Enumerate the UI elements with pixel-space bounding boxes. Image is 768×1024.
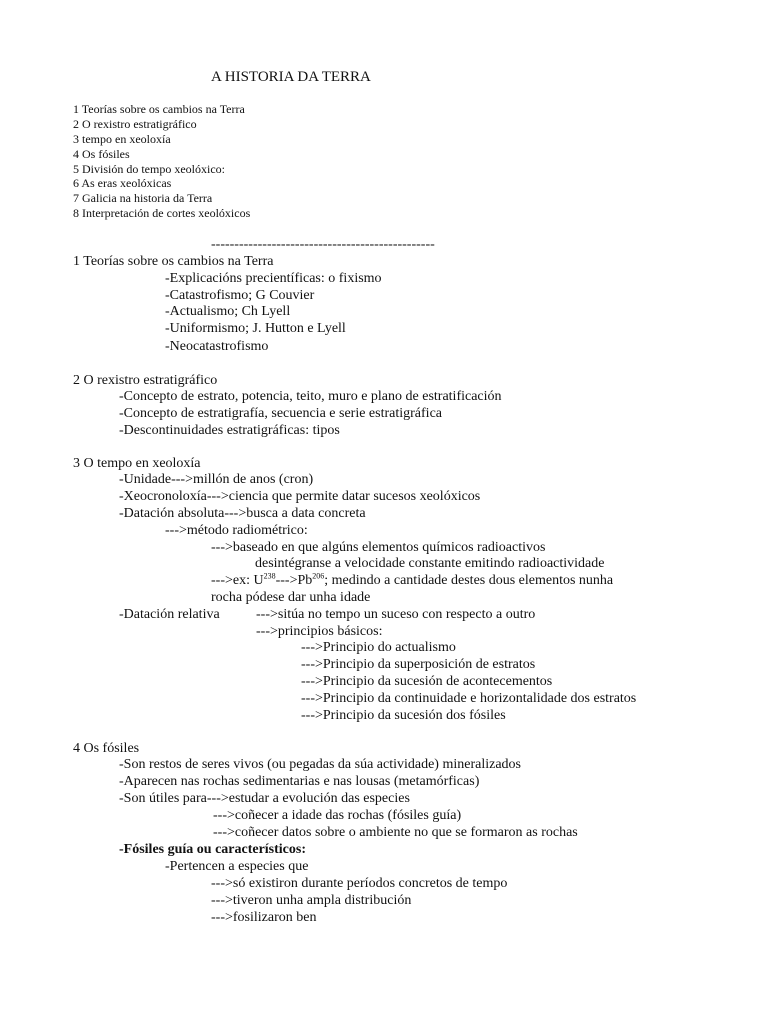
list-item: --->coñecer a idade das rochas (fósiles guía) (213, 808, 462, 823)
list-item: --->tiveron unha ampla distribución (211, 893, 412, 908)
list-item: -Son útiles para--->estudar a evolución das especies (119, 791, 410, 806)
list-item (211, 571, 614, 588)
isotope-superscript: 238 (263, 571, 276, 581)
list-item: --->Principio da superposición de estratos (301, 657, 536, 672)
list-item: -Uniformismo; J. Hutton e Lyell (165, 321, 346, 336)
list-item: -Neocatastrofismo (165, 339, 269, 354)
example-middle: --->Pb (275, 573, 313, 588)
subsection-heading: -Fósiles guía ou característicos: (119, 842, 307, 857)
section-heading: 1 Teorías sobre os cambios na Terra (73, 254, 274, 269)
list-item: --->coñecer datos sobre o ambiente no que se formaron as rochas (213, 825, 578, 840)
list-item: -Descontinuidades estratigráficas: tipos (119, 423, 340, 438)
list-item: -Actualismo; Ch Lyell (165, 304, 291, 319)
page-title: A HISTORIA DA TERRA (211, 69, 371, 85)
toc-item: 6 As eras xeolóxicas (73, 176, 172, 190)
toc-item: 5 División do tempo xeolóxico: (73, 162, 225, 176)
list-item: desintégranse a velocidade constante emitindo radioactividade (255, 556, 605, 571)
toc-item: 4 Os fósiles (73, 147, 130, 161)
list-item: -Concepto de estrato, potencia, teito, muro e plano de estratificación (119, 389, 502, 404)
isotope-superscript: 206 (312, 571, 325, 581)
list-item: rocha pódese dar unha idade (211, 590, 371, 605)
toc-item: 8 Interpretación de cortes xeolóxicos (73, 206, 251, 220)
list-item: --->fosilizaron ben (211, 910, 317, 925)
list-item: -Explicacións precientíficas: o fixismo (165, 271, 382, 286)
toc-item: 1 Teorías sobre os cambios na Terra (73, 102, 245, 116)
list-item: -Datación absoluta--->busca a data concreta (119, 506, 366, 521)
list-item: -Catastrofismo; G Couvier (165, 288, 315, 303)
list-item: --->Principio da continuidade e horizontalidade dos estratos (301, 691, 637, 706)
example-prefix: --->ex: U (211, 573, 264, 588)
list-item: --->baseado en que algúns elementos químicos radioactivos (211, 540, 546, 555)
list-item: -Xeocronoloxía--->ciencia que permite datar sucesos xeolóxicos (119, 489, 481, 504)
list-item: --->método radiométrico: (165, 523, 308, 538)
list-item: --->Principio da sucesión dos fósiles (301, 708, 506, 723)
example-suffix: ; medindo a cantidade destes dous elementos nunha (324, 573, 614, 588)
section-heading: 3 O tempo en xeoloxía (73, 456, 201, 471)
list-item: -Concepto de estratigrafía, secuencia e serie estratigráfica (119, 406, 442, 421)
list-item: --->Principio do actualismo (301, 640, 456, 655)
list-item: -Unidade--->millón de anos (cron) (119, 472, 314, 487)
section-heading: 2 O rexistro estratigráfico (73, 373, 218, 388)
list-item: --->sitúa no tempo un suceso con respecto a outro (256, 607, 536, 622)
separator-line: ------------------------------------------------ (211, 237, 435, 252)
list-item: -Aparecen nas rochas sedimentarias e nas lousas (metamórficas) (119, 774, 480, 789)
toc-item: 7 Galicia na historia da Terra (73, 191, 213, 205)
list-item: --->principios básicos: (256, 624, 383, 639)
toc-item: 3 tempo en xeoloxía (73, 132, 171, 146)
section-heading: 4 Os fósiles (73, 741, 140, 756)
list-item: -Pertencen a especies que (165, 859, 309, 874)
list-item: -Son restos de seres vivos (ou pegadas da súa actividade) mineralizados (119, 757, 521, 772)
list-item: -Datación relativa (119, 607, 220, 622)
list-item: --->Principio da sucesión de acontecementos (301, 674, 553, 689)
toc-item: 2 O rexistro estratigráfico (73, 117, 197, 131)
list-item: --->só existiron durante períodos concretos de tempo (211, 876, 508, 891)
